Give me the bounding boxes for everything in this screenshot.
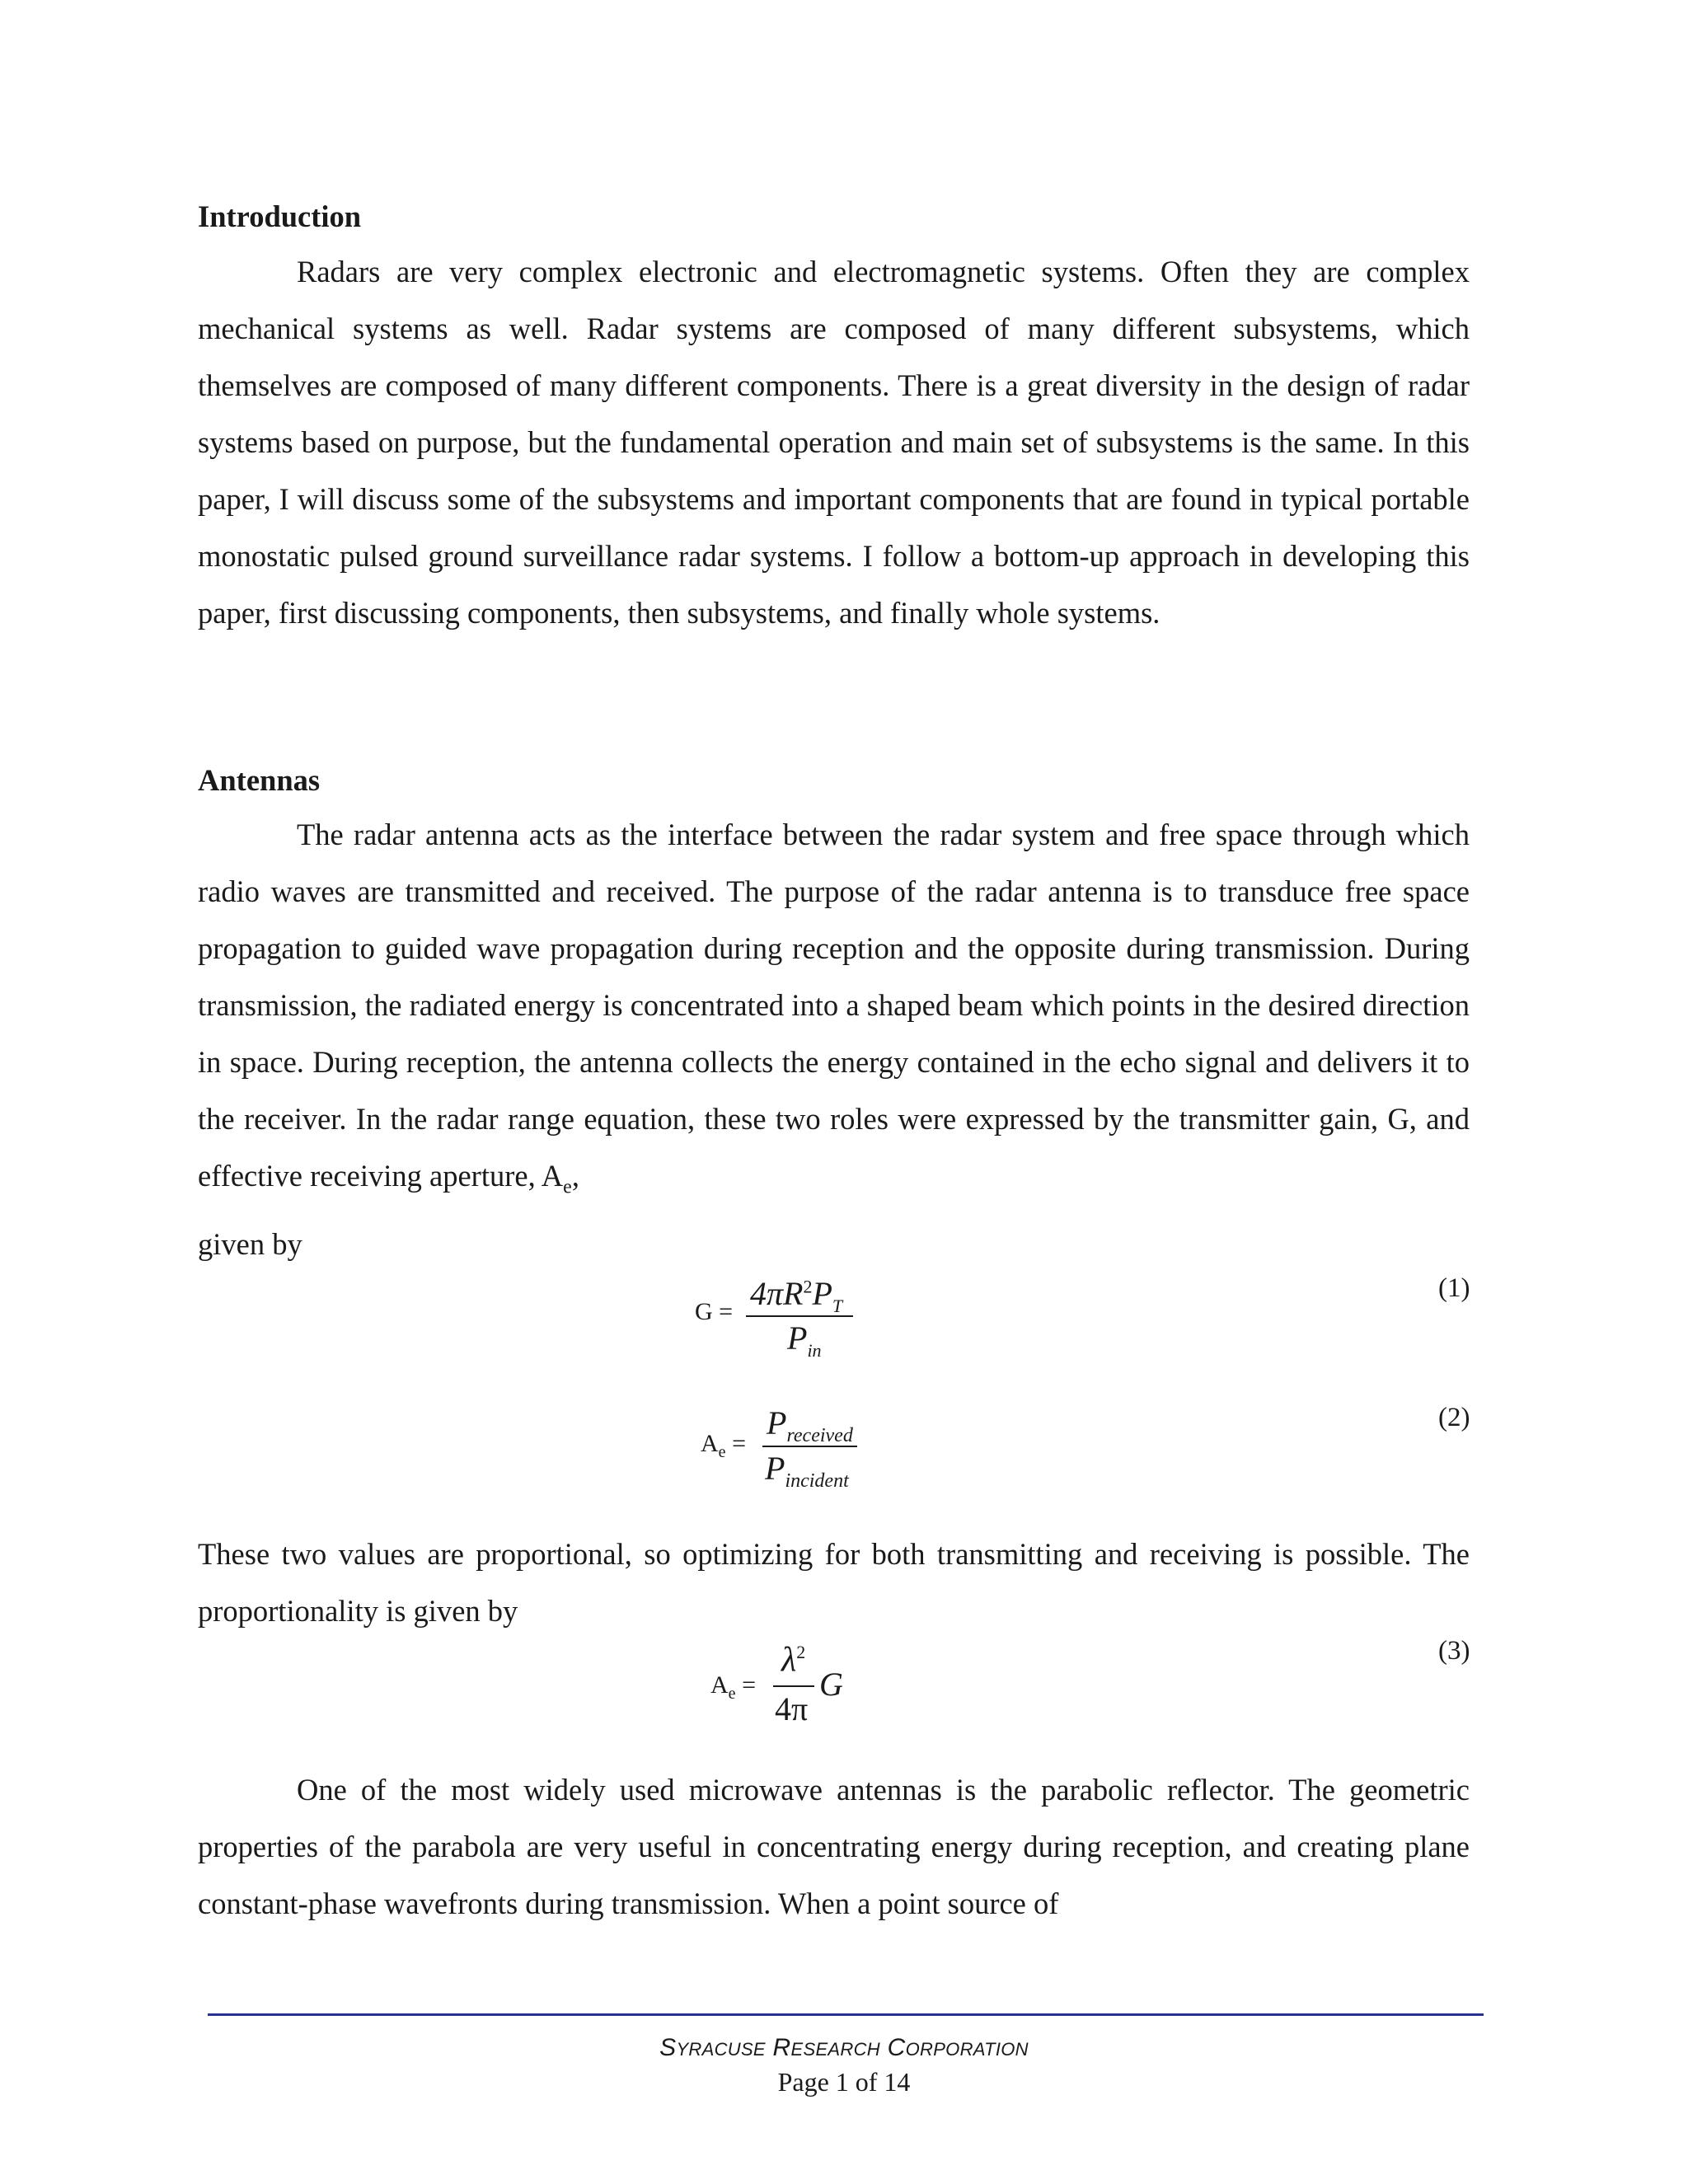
equation-2-number: (2)	[1438, 1403, 1470, 1432]
eq2-denominator: $P_{incident}$	[765, 1450, 849, 1492]
eq3-lhs: $A_e$ =	[710, 1671, 756, 1703]
equation-1-number: (1)	[1438, 1273, 1470, 1303]
page-number: Page 1 of 14	[777, 2067, 911, 2097]
paragraph-antennas-2: These two values are proportional, so optimizing for both transmitting and receiving is possible. The proportionality is given by	[198, 1537, 1470, 1628]
eq3-numerator: $\lambda^2$	[781, 1641, 806, 1679]
eq1-lhs: G =	[695, 1298, 734, 1325]
eq3-rhs: G	[819, 1666, 843, 1703]
eq2-numerator: $P_{received}$	[767, 1404, 853, 1446]
footer-corporation: SYRACUSE RESEARCH CORPORATION	[659, 2034, 1029, 2061]
footer-rule	[208, 2013, 1484, 2016]
eq3-denominator: 4π	[775, 1690, 809, 1727]
heading-antennas: Antennas	[198, 763, 321, 797]
paragraph-antennas-1: The radar antenna acts as the interface between the radar system and free space through which radio waves are transmitted and received. The purpose of the radar antenna is to transduce free space propagation to guided wave propagation during reception and the opposite during transmission. During transmission, the radiated energy is concentrated into a shaped beam which points in the desired direction in space. During reception, the antenna collects the energy contained in the echo signal and delivers it to the receiver. In the radar range equation, these two roles were expressed by the transmitter gain, G, and effective receiving aperture, $A_e$, given by	[198, 818, 1470, 1262]
heading-introduction: Introduction	[198, 199, 362, 233]
eq1-denominator: $P_{in}$	[787, 1319, 822, 1361]
paragraph-antennas-3: One of the most widely used microwave antennas is the parabolic reflector. The geometric properties of the parabola are very useful in concentrating energy during reception, and creating plane constant-phase wavefronts during transmission. When a point source of	[198, 1773, 1470, 1920]
equation-3-number: (3)	[1438, 1636, 1470, 1666]
paragraph-introduction: Radars are very complex electronic and electromagnetic systems. Often they are complex mechanical systems as well. Radar systems are composed of many different subsystems, which themselves are composed of many different components. There is a great diversity in the design of radar systems based on purpose, but the fundamental operation and main set of subsystems is the same. In this paper, I will discuss some of the subsystems and important components that are found in typical portable monostatic pulsed ground surveillance radar systems. I follow a bottom-up approach in developing this paper, first discussing components, then subsystems, and finally whole systems.	[198, 255, 1470, 630]
eq1-numerator: $4\pi R^2P_T$	[750, 1275, 843, 1316]
eq2-lhs: $A_e$ =	[701, 1430, 746, 1461]
